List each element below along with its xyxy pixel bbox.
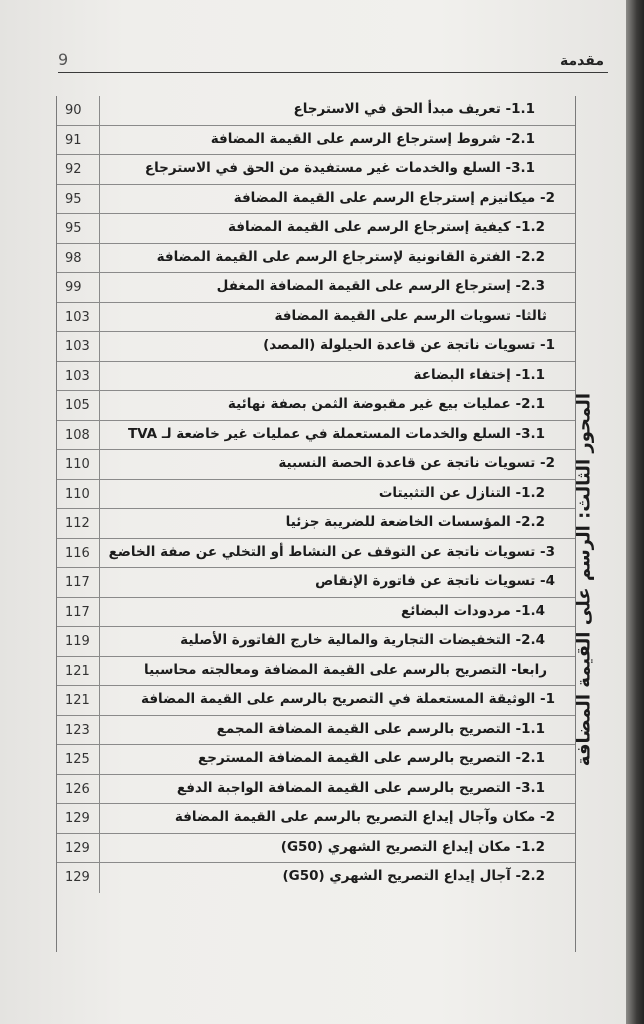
toc-page: 99 [65,280,82,295]
toc-page: 110 [65,457,90,472]
toc-row [57,244,575,274]
toc-page: 117 [65,575,90,590]
toc-entry: 1- تسويات ناتجة عن قاعدة الحيلولة (المصد) [263,337,555,353]
toc-entry: 2.2- المؤسسات الخاضعة للضريبة جزئيا [285,514,545,530]
toc-row [57,450,575,480]
header-rule [58,72,608,73]
toc-row [57,185,575,215]
toc-page: 129 [65,811,90,826]
toc-entry: 2.2- الفترة القانونية لإسترجاع الرسم على القيمة المضافة [156,248,545,265]
table-of-contents [56,96,576,952]
toc-page: 129 [65,870,90,885]
toc-row [57,273,575,303]
toc-page: 117 [65,604,90,620]
toc-page: 123 [65,722,90,738]
toc-page: 125 [65,752,90,767]
toc-entry: 2.4- التخفيضات التجارية والمالية خارج الفاتورة الأصلية [180,632,545,648]
toc-entry: 3- تسويات ناتجة عن التوقف عن النشاط أو التخلي عن صفة الخاضع [108,543,555,560]
toc-entry: 3.1- السلع والخدمات غير مستفيدة من الحق في الاسترجاع [144,160,535,176]
toc-row [57,834,575,864]
toc-entry: رابعا- التصريح بالرسم على القيمة المضافة ومعالجته محاسبيا [144,661,547,678]
toc-entry: 2.3- إسترجاع الرسم على القيمة المضافة المغفل [216,278,545,294]
toc-entry: 2- مكان وآجال إيداع التصريح بالرسم على القيمة المضافة [174,809,555,825]
toc-row [57,627,575,657]
toc-row [57,598,575,628]
toc-row [57,96,575,126]
toc-page: 103 [65,339,90,354]
toc-entry: 4- تسويات ناتجة عن فاتورة الإنقاص [315,573,555,589]
toc-row [57,126,575,156]
toc-entry: 2.1- عمليات بيع غير مقبوضة الثمن بصفة نهائية [227,396,545,412]
toc-page: 98 [65,250,82,266]
toc-row [57,804,575,834]
toc-row [57,391,575,421]
axis-side-label [557,393,611,767]
toc-entry: 2.1- شروط إسترجاع الرسم على القيمة المضافة [210,130,535,147]
toc-entry: 3.1- السلع والخدمات المستعملة في عمليات غير خاضعة لـ TVA [127,425,545,442]
toc-row [57,745,575,775]
toc-row [57,657,575,687]
toc-entry: 1.2- مكان إيداع التصريح الشهري (G50) [280,838,545,855]
toc-row [57,362,575,392]
toc-entry: 1.4- مردودات البضائع [401,602,545,619]
toc-entry: 3.1- التصريح بالرسم على القيمة المضافة الواجبة الدفع [176,779,545,796]
toc-row [57,214,575,244]
page-number: 9 [58,50,69,69]
toc-page: 90 [65,103,82,118]
toc-entry: 2- تسويات ناتجة عن قاعدة الحصة النسبية [278,455,555,471]
toc-entry: 1.1- إختفاء البضاعة [413,366,545,383]
toc-entry: 1- الوثيقة المستعملة في التصريح بالرسم على القيمة المضافة [141,691,555,707]
toc-entry: 1.1- تعريف مبدأ الحق في الاسترجاع [293,101,535,117]
toc-entry: 1.2- التنازل عن التثبيتات [378,484,545,501]
toc-page: 119 [65,634,90,649]
toc-page: 116 [65,545,90,561]
toc-row [57,332,575,362]
toc-page: 105 [65,398,90,413]
toc-page: 95 [65,191,82,207]
toc-row [57,509,575,539]
chapter-title: مقدمة [560,53,604,69]
toc-page: 121 [65,663,90,679]
toc-entry: 2- ميكانيزم إسترجاع الرسم على القيمة المضافة [233,189,555,206]
toc-row [57,716,575,746]
toc-page: 103 [65,368,90,384]
toc-entry: 2.1- التصريح بالرسم على القيمة المضافة المسترجع [198,750,545,766]
axis-side-label-text: المحور الثالث: الرسم على القيمة المضافة [573,393,595,767]
toc-page: 126 [65,781,90,797]
toc-page: 91 [65,132,82,148]
toc-entry: 1.1- التصريح بالرسم على القيمة المضافة المجمع [216,720,545,737]
toc-page: 110 [65,486,90,502]
toc-row [57,303,575,333]
toc-row [57,155,575,185]
toc-row [57,539,575,569]
toc-entry: 1.2- كيفية إسترجاع الرسم على القيمة المضافة [228,219,545,235]
toc-entry: 2.2- آجال إيداع التصريح الشهري (G50) [282,868,545,884]
toc-row [57,480,575,510]
book-spine-shadow [626,0,644,1024]
toc-page: 121 [65,693,90,708]
toc-page: 95 [65,221,82,236]
toc-row [57,421,575,451]
toc-page: 108 [65,427,90,443]
toc-page: 112 [65,516,90,531]
toc-row [57,775,575,805]
toc-page: 103 [65,309,90,325]
toc-row [57,686,575,716]
toc-row [57,568,575,598]
toc-page: 129 [65,840,90,856]
toc-page: 92 [65,162,82,177]
toc-entry: ثالثا- تسويات الرسم على القيمة المضافة [274,307,547,324]
toc-row [57,863,575,893]
